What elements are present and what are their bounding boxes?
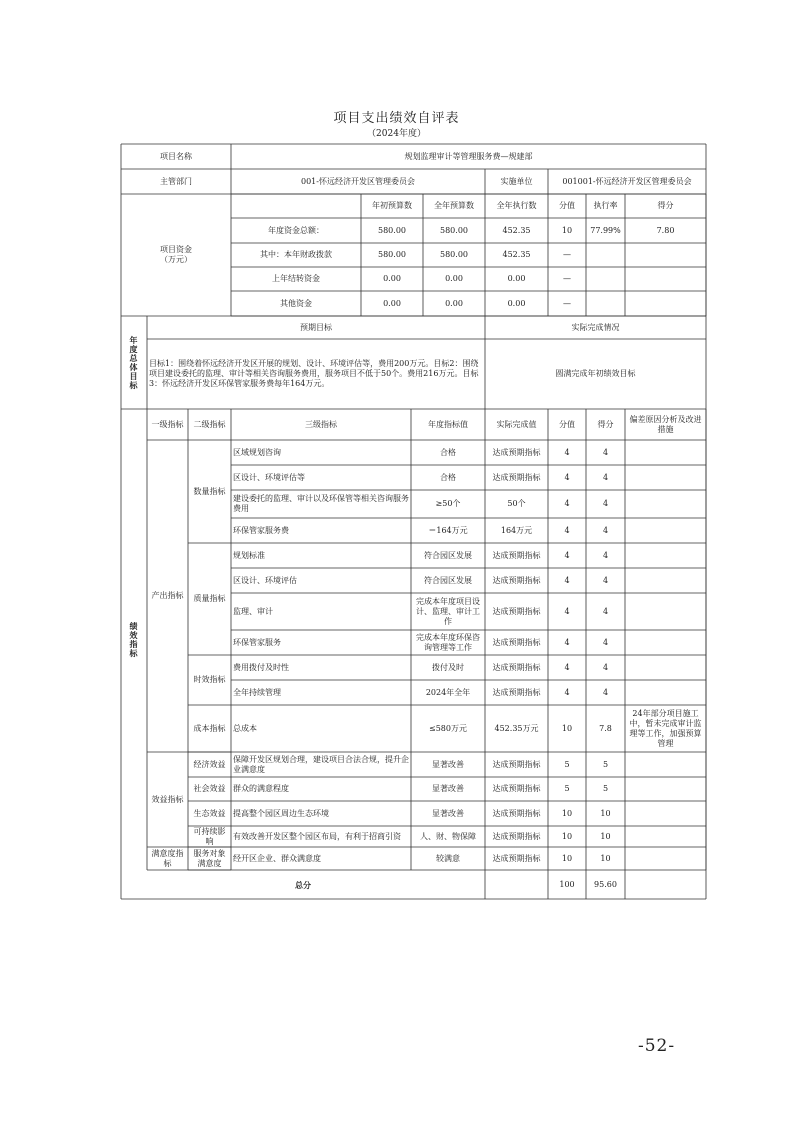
actual-value: 达成预期指标: [492, 784, 541, 793]
level3-indicator: 保障开发区规划合理，建设项目合法合规，提升企业满意度: [233, 754, 409, 774]
got-value: 7.8: [599, 723, 612, 733]
annual-target: ＝164万元: [428, 525, 468, 535]
actual-value: 达成预期指标: [492, 831, 541, 841]
got-value: 10: [600, 831, 611, 841]
document-title: 项目支出绩效自评表: [333, 111, 460, 126]
level3-indicator: 有效改善开发区整个园区布局，有利于招商引资: [233, 831, 401, 841]
funds-cell: 580.00: [378, 225, 406, 235]
level1-indicator: 产出指标: [151, 591, 184, 600]
deviation-note: [625, 801, 706, 826]
funds-cell: 580.00: [440, 225, 468, 235]
level3-indicator: 提高整个园区周边生态环境: [233, 808, 329, 818]
deviation-note: [625, 543, 706, 568]
level3-indicator: 环保管家服务: [233, 637, 281, 647]
project-name-label: 项目名称: [160, 151, 192, 161]
perf-side-label: 绩效指标: [129, 621, 139, 658]
funds-cell: —: [563, 250, 571, 259]
got-value: 4: [602, 550, 609, 560]
annual-target: 符合园区发展: [424, 575, 472, 585]
total-got: 95.60: [594, 879, 617, 889]
funds-col-header: 分值: [559, 201, 575, 210]
funds-cell: 0.00: [383, 274, 401, 283]
dept-label: 主管部门: [160, 176, 192, 186]
annual-target: ≤580万元: [429, 723, 467, 733]
score-value: 10: [561, 853, 573, 863]
level2-indicator: 数量指标: [193, 486, 226, 496]
total-label: 总分: [295, 879, 311, 890]
level2-indicator: 时效指标: [193, 675, 226, 684]
actual-value: 452.35万元: [494, 723, 539, 733]
funds-cell: [625, 243, 706, 267]
expected-goal-label: 预期目标: [300, 322, 332, 332]
level3-indicator: 监理、审计: [233, 606, 273, 616]
funds-row-label: 年度资金总额：: [268, 225, 324, 235]
score-value: 10: [561, 723, 573, 733]
annual-target: 符合园区发展: [424, 550, 472, 560]
score-value: 4: [564, 447, 570, 457]
level2-indicator: 服务对象满意度: [193, 848, 226, 868]
score-value: 5: [564, 759, 570, 769]
perf-col-header: 三级指标: [305, 419, 337, 429]
score-value: 10: [561, 831, 573, 841]
actual-value: 达成预期指标: [492, 575, 541, 585]
level3-indicator: 经开区企业、群众满意度: [233, 853, 321, 863]
actual-value: 达成预期指标: [492, 472, 541, 482]
actual-value: 达成预期指标: [492, 550, 541, 560]
actual-goal-text: 圆满完成年初绩效目标: [555, 369, 636, 378]
funds-cell: 10: [561, 225, 573, 235]
actual-value: 达成预期指标: [492, 637, 541, 647]
funds-cell: [586, 291, 625, 316]
got-value: 4: [602, 447, 609, 457]
funds-cell: [586, 243, 625, 267]
actual-value: 达成预期指标: [492, 662, 541, 672]
actual-value: 达成预期指标: [492, 853, 541, 863]
page-number: -52-: [638, 1036, 676, 1056]
funds-col-header: 全年预算数: [434, 201, 474, 210]
funds-cell: 77.99%: [590, 225, 621, 235]
funds-row-label: 其他资金: [280, 298, 312, 308]
score-value: 5: [564, 784, 570, 793]
annual-target: 较满意: [436, 853, 460, 863]
level3-indicator: 费用拨付及时性: [233, 662, 289, 672]
perf-col-header: 二级指标: [193, 419, 226, 429]
got-value: 10: [600, 808, 611, 818]
annual-target: 完成本年度项目设计、监理、审计工作: [416, 596, 480, 626]
funds-cell: —: [563, 298, 571, 308]
score-value: 4: [564, 687, 570, 697]
level3-indicator: 群众的满意程度: [233, 784, 289, 793]
perf-col-header: 偏差原因分析及改进措施: [629, 414, 702, 434]
score-value: 4: [564, 499, 570, 508]
score-value: 4: [564, 637, 570, 647]
funds-label: 项目资金 （万元）: [160, 245, 192, 264]
got-value: 4: [602, 687, 609, 697]
document-subtitle: （2024年度）: [367, 129, 426, 139]
level2-indicator: 生态效益: [193, 808, 226, 818]
annual-target: 显著改善: [432, 759, 464, 769]
funds-cell: 452.35: [502, 250, 531, 259]
funds-cell: 0.00: [445, 298, 463, 308]
actual-value: 50个: [507, 499, 526, 508]
deviation-note: [625, 847, 706, 870]
score-value: 10: [561, 808, 573, 818]
level2-indicator: 经济效益: [193, 759, 226, 769]
annual-target: 拨付及时: [432, 662, 464, 672]
annual-target: 显著改善: [432, 808, 464, 818]
deviation-note: [625, 440, 706, 465]
annual-target: 合格: [440, 447, 456, 457]
actual-value: 达成预期指标: [492, 687, 541, 697]
funds-row-label: 其中：本年财政拨款: [260, 250, 332, 259]
level3-indicator: 区设计、环境评估: [233, 575, 297, 585]
funds-cell: 580.00: [378, 250, 406, 259]
deviation-note: [625, 490, 706, 518]
level1-indicator: 满意度指标: [151, 848, 184, 868]
funds-col-header: 年初预算数: [372, 201, 412, 210]
level3-indicator: 区设计、环境评估等: [233, 472, 305, 482]
level1-indicator: 效益指标: [151, 794, 184, 804]
funds-cell: 0.00: [445, 274, 463, 283]
got-value: 10: [600, 853, 611, 863]
actual-value: 达成预期指标: [492, 808, 541, 818]
total-score: 100: [559, 879, 575, 889]
got-value: 4: [602, 525, 609, 535]
got-value: 5: [602, 784, 609, 793]
deviation-note: [625, 593, 706, 630]
funds-col-header: 全年执行数: [496, 201, 537, 210]
got-value: 4: [602, 575, 609, 585]
deviation-note: 24年部分项目施工中，暂未完成审计监理等工作，加强预算管理: [629, 708, 702, 748]
perf-col-header: 得分: [597, 419, 614, 429]
perf-col-header: 一级指标: [151, 419, 184, 429]
funds-cell: 0.00: [507, 298, 526, 308]
actual-goal-label: 实际完成情况: [571, 322, 620, 332]
got-value: 4: [602, 499, 609, 508]
level3-indicator: 总成本: [233, 723, 257, 733]
got-value: 4: [602, 662, 609, 672]
level3-indicator: 环保管家服务费: [233, 525, 289, 535]
funds-cell: 0.00: [507, 274, 526, 283]
annual-target: 显著改善: [432, 784, 464, 793]
annual-target: 合格: [440, 472, 456, 482]
perf-col-header: 年度指标值: [428, 419, 468, 429]
funds-col-header: 执行率: [593, 201, 618, 210]
deviation-note: [625, 826, 706, 847]
got-value: 4: [602, 472, 609, 482]
level3-indicator: 建设委托的监理、审计以及环保管等相关咨询服务费用: [233, 494, 409, 513]
funds-cell: 0.00: [383, 298, 401, 308]
level3-indicator: 区域规划咨询: [233, 447, 281, 457]
annual-target: 人、财、物保障: [420, 831, 476, 841]
funds-cell: 580.00: [440, 250, 468, 259]
actual-value: 达成预期指标: [492, 759, 541, 769]
score-value: 4: [564, 662, 570, 672]
actual-value: 达成预期指标: [492, 447, 541, 457]
deviation-note: [625, 655, 706, 680]
annual-target: ≥50个: [435, 499, 461, 508]
actual-value: 达成预期指标: [492, 606, 541, 616]
dept-value: 001-怀远经济开发区管理委员会: [301, 176, 415, 186]
expected-goal-text: 目标1：围绕着怀远经济开发区开展的规划、设计、环境评估等，费用200万元。目标2：围绕项目建设委托的监理、审计等相关咨询服务费用，服务项目不低于50个。费用216万元。目标3：怀远经济开发区环保管家服务费每年164万元。: [149, 359, 479, 388]
deviation-note: [625, 680, 706, 705]
funds-col-header: 得分: [657, 201, 674, 210]
level3-indicator: 规划标准: [233, 550, 265, 560]
funds-cell: 452.35: [502, 225, 531, 235]
deviation-note: [625, 752, 706, 777]
score-value: 4: [564, 575, 570, 585]
score-value: 4: [564, 550, 570, 560]
impl-value: 001001-怀远经济开发区管理委员会: [562, 176, 692, 186]
deviation-note: [625, 518, 706, 543]
deviation-note: [625, 777, 706, 801]
got-value: 4: [602, 606, 609, 616]
score-value: 4: [564, 606, 570, 616]
funds-cell: 7.80: [656, 225, 675, 235]
level3-indicator: 全年持续管理: [233, 687, 281, 697]
score-value: 4: [564, 472, 570, 482]
level2-indicator: 质量指标: [193, 594, 226, 603]
annual-target: 完成本年度环保咨询管理等工作: [416, 632, 480, 652]
deviation-note: [625, 568, 706, 593]
score-value: 4: [564, 525, 570, 535]
perf-col-header: 分值: [559, 419, 575, 429]
annual-target: 2024年全年: [425, 687, 471, 697]
funds-cell: —: [563, 274, 571, 283]
funds-cell: [625, 267, 706, 291]
level2-indicator: 成本指标: [193, 723, 226, 733]
deviation-note: [625, 465, 706, 490]
got-value: 4: [602, 637, 609, 647]
funds-cell: [586, 267, 625, 291]
impl-label: 实施单位: [500, 176, 533, 186]
level2-indicator: 社会效益: [193, 784, 226, 793]
funds-cell: [625, 291, 706, 316]
perf-col-header: 实际完成值: [496, 419, 537, 429]
got-value: 5: [602, 759, 609, 769]
deviation-note: [625, 630, 706, 655]
goals-side-label: 年度总体目标: [129, 335, 139, 390]
level2-indicator: 可持续影响: [193, 826, 226, 846]
funds-row-label: 上年结转资金: [272, 274, 320, 283]
actual-value: 164万元: [500, 525, 533, 535]
project-name-value: 规划监理审计等管理服务费—规建部: [404, 151, 533, 161]
